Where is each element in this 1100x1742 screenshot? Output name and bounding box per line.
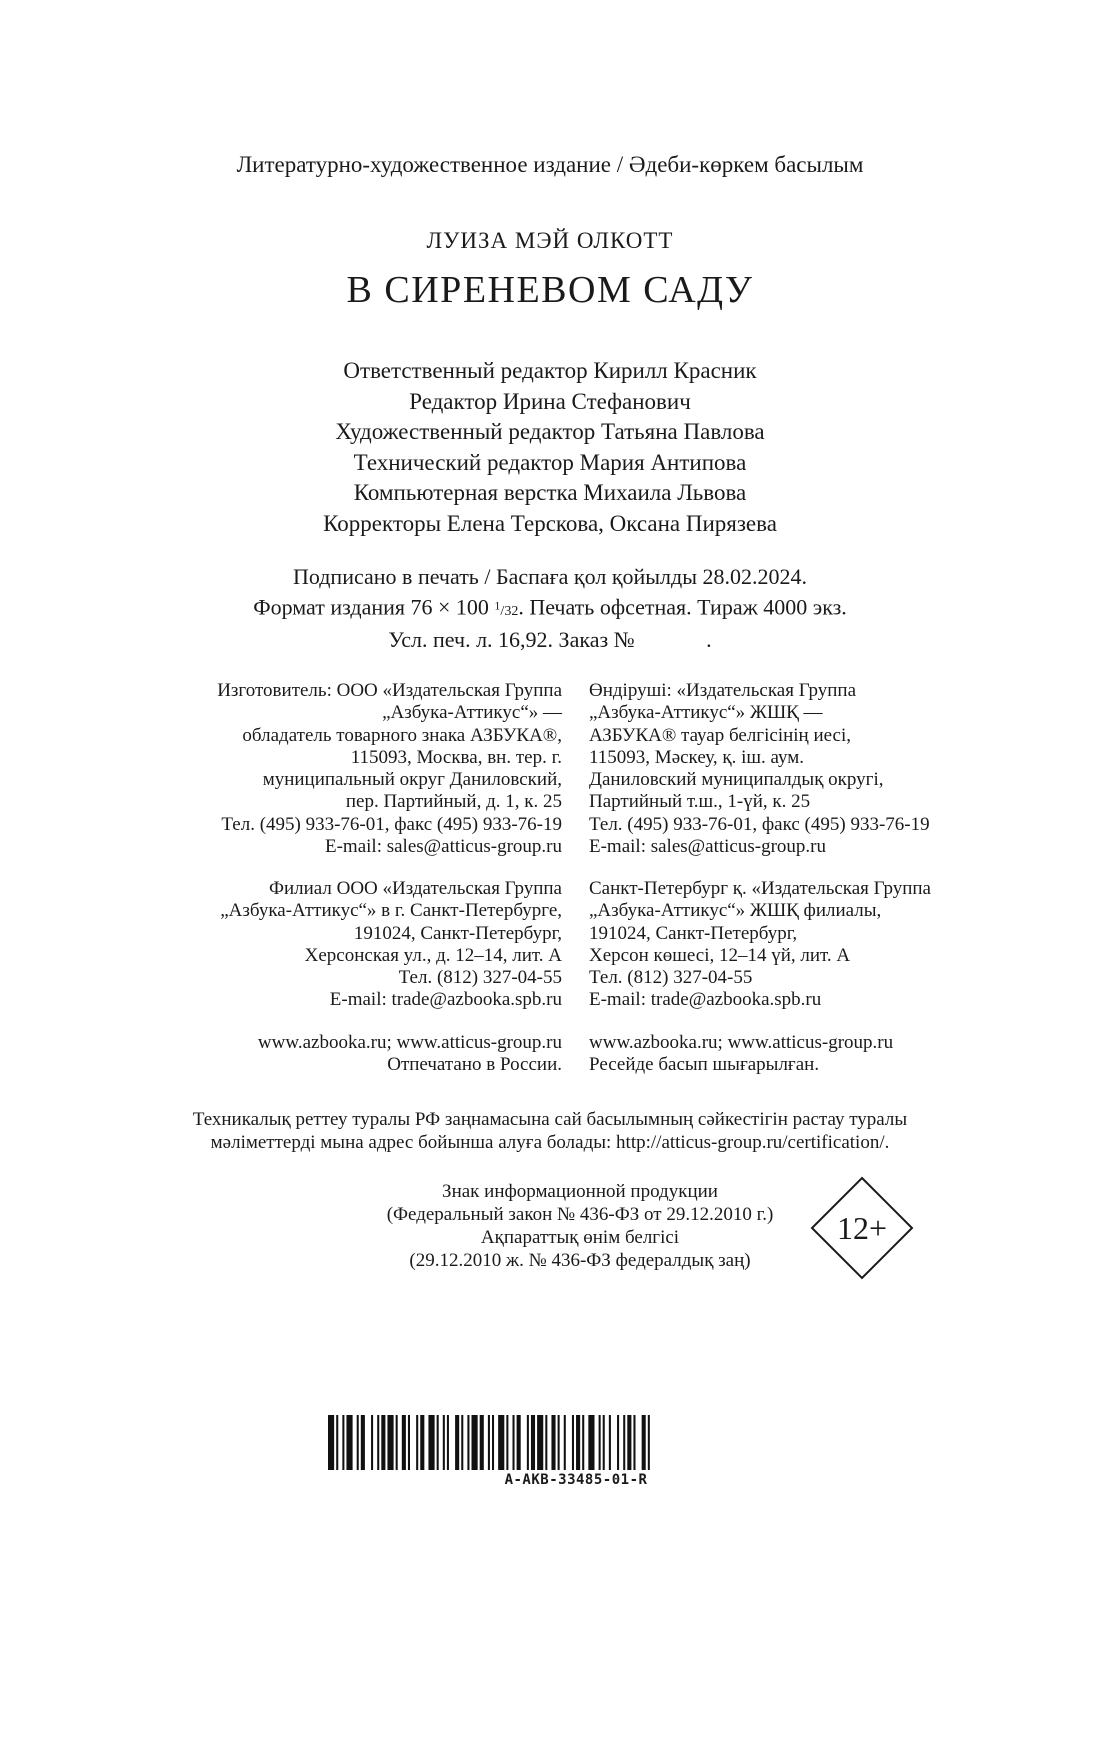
barcode-bar <box>513 1415 515 1470</box>
line: 191024, Санкт-Петербург, <box>589 922 798 944</box>
line: „Азбука-Аттикус“» — <box>382 702 562 724</box>
line: (Федеральный закон № 436-ФЗ от 29.12.2010 г.) <box>386 1204 774 1225</box>
barcode-bar <box>527 1415 529 1470</box>
barcode-bar <box>551 1415 555 1470</box>
credits-block <box>0 356 1100 539</box>
website-line: www.azbooka.ru; www.atticus-group.ru <box>589 1032 894 1053</box>
line: АЗБУКА® тауар белгісінің иесі, <box>589 724 851 746</box>
barcode-bar <box>609 1415 611 1470</box>
format-prefix: Формат издания 76 × 100 <box>253 594 489 620</box>
line: обладатель товарного знака АЗБУКА®, <box>242 724 562 746</box>
barcode-bar <box>564 1415 566 1470</box>
line: Даниловский муниципалдық округі, <box>589 769 884 791</box>
line: „Азбука-Аттикус“» ЖШҚ филиалы, <box>589 900 882 922</box>
publication-info <box>0 563 1100 654</box>
line: „Азбука-Аттикус“» ЖШҚ — <box>589 702 823 724</box>
info-sign-text <box>360 1180 800 1272</box>
signed-line: Подписано в печать / Баспаға қол қойылды 28.02.2024. <box>292 564 808 589</box>
line: 191024, Санкт-Петербург, <box>353 922 562 944</box>
barcode-text: A-AKB-33485-01-R <box>504 1472 648 1488</box>
credit-line: Технический редактор Мария Антипова <box>353 449 747 475</box>
web-kz <box>589 1032 1009 1077</box>
branch-ru <box>120 878 562 1012</box>
line: Херсон көшесі, 12–14 үй, лит. А <box>589 944 851 966</box>
line: Санкт-Петербург қ. «Издательская Группа <box>589 878 931 899</box>
barcode-bar <box>572 1415 574 1470</box>
certification-notice <box>0 1108 1100 1154</box>
barcode-bar <box>642 1415 646 1470</box>
line: Тел. (812) 327-04-55 <box>398 967 562 989</box>
barcode-bar <box>346 1415 352 1470</box>
author-name: ЛУИЗА МЭЙ ОЛКОТТ <box>426 228 674 253</box>
edition-type: Литературно-художественное издание / Әдеби-көркем басылым <box>236 152 864 177</box>
credit-line: Компьютерная верстка Михаила Львова <box>353 480 747 505</box>
format-line <box>0 591 1100 626</box>
barcode-bar <box>336 1415 338 1470</box>
barcode-bar <box>402 1415 406 1470</box>
barcode-bar <box>488 1415 490 1470</box>
barcode-bar <box>537 1415 543 1470</box>
barcode-bar <box>328 1415 334 1470</box>
line: 115093, Москва, вн. тер. г. <box>350 746 562 768</box>
barcode-bar <box>420 1415 424 1470</box>
barcode-bar <box>361 1415 365 1470</box>
email-line: E-mail: sales@atticus-group.ru <box>589 836 826 858</box>
barcode-bar <box>416 1415 418 1470</box>
manufacturer-kz <box>589 680 1009 858</box>
barcode-bar <box>576 1415 580 1470</box>
credit-line: Ответственный редактор Кирилл Красник <box>343 358 757 383</box>
barcode-bar <box>531 1415 535 1470</box>
line: Ақпараттық өнім белгісі <box>480 1227 680 1248</box>
website-line: www.azbooka.ru; www.atticus-group.ru <box>257 1032 562 1053</box>
format-num: 1 <box>494 598 501 612</box>
barcode-bar <box>357 1415 359 1470</box>
barcode-bar <box>447 1415 449 1470</box>
format-den: 32 <box>504 603 519 619</box>
line: Тел. (495) 933-76-01, факс (495) 933-76-19 <box>589 813 930 835</box>
barcode-bar <box>558 1415 560 1470</box>
barcode-bar <box>396 1415 398 1470</box>
line: „Азбука-Аттикус“» в г. Санкт-Петербурге, <box>220 900 562 922</box>
email-line: E-mail: trade@azbooka.spb.ru <box>329 989 562 1011</box>
line: Техникалық реттеу туралы РФ заңнамасына сай басылымның сәйкестігін растау туралы <box>192 1109 908 1130</box>
barcode-bar <box>599 1415 601 1470</box>
barcode-bar <box>443 1415 445 1470</box>
order-line: Усл. печ. л. 16,92. Заказ № . <box>388 626 712 652</box>
barcode-bar <box>633 1415 635 1470</box>
barcode-bar <box>377 1415 379 1470</box>
credit-line: Корректоры Елена Терскова, Оксана Пирязева <box>323 510 777 536</box>
line: Партийный т.ш., 1-үй, к. 25 <box>589 791 811 813</box>
barcode-bar <box>517 1415 521 1470</box>
format-suffix: . Печать офсетная. Тираж 4000 экз. <box>518 594 847 620</box>
barcode-bar <box>506 1415 508 1470</box>
printed-in-line: Ресейде басып шығарылған. <box>589 1054 820 1076</box>
barcode-bar <box>617 1415 619 1470</box>
barcode-bar <box>455 1415 459 1470</box>
manufacturer-ru <box>120 680 562 858</box>
barcode-bar <box>492 1415 494 1470</box>
line: 115093, Мәскеу, қ. іш. аум. <box>589 746 805 768</box>
barcode-bar <box>472 1415 478 1470</box>
barcode-bar <box>461 1415 463 1470</box>
barcode-bar <box>545 1415 547 1470</box>
credit-line: Редактор Ирина Стефанович <box>409 388 691 414</box>
web-ru <box>120 1032 562 1077</box>
barcode-bar <box>381 1415 385 1470</box>
printed-in-line: Отпечатано в России. <box>387 1054 562 1076</box>
barcode-icon <box>326 1415 826 1470</box>
line: Изготовитель: ООО «Издательская Группа <box>217 680 562 701</box>
age-rating-badge <box>810 1176 914 1280</box>
barcode-bar <box>648 1415 650 1470</box>
line: Филиал ООО «Издательская Группа <box>268 878 562 899</box>
barcode-bar <box>428 1415 434 1470</box>
barcode-bar <box>582 1415 584 1470</box>
credit-line: Художественный редактор Татьяна Павлова <box>335 419 765 444</box>
line: мәліметтерді мына адрес бойынша алуға болады: http://atticus-group.ru/certification/. <box>210 1132 890 1153</box>
branch-kz <box>589 878 1009 1012</box>
email-line: E-mail: trade@azbooka.spb.ru <box>589 989 822 1011</box>
book-title: В СИРЕНЕВОМ САДУ <box>346 269 754 311</box>
barcode-bar <box>387 1415 393 1470</box>
line: Тел. (495) 933-76-01, факс (495) 933-76-19 <box>221 813 562 835</box>
barcode-bar <box>371 1415 373 1470</box>
barcode-bar <box>467 1415 469 1470</box>
line: Херсонская ул., д. 12–14, лит. А <box>304 944 562 966</box>
barcode-bar <box>480 1415 484 1470</box>
barcode-bar <box>627 1415 631 1470</box>
line: Тел. (812) 327-04-55 <box>589 967 753 989</box>
barcode-bar <box>342 1415 344 1470</box>
line: (29.12.2010 ж. № 436-ФЗ федералдық заң) <box>409 1250 751 1271</box>
barcode-bar <box>603 1415 605 1470</box>
barcode-bar <box>408 1415 410 1470</box>
line: пер. Партийный, д. 1, к. 25 <box>345 791 562 813</box>
email-line: E-mail: sales@atticus-group.ru <box>325 836 562 858</box>
line: Өндіруші: «Издательская Группа <box>589 680 857 701</box>
line: Знак информационной продукции <box>442 1181 718 1202</box>
age-rating-label: 12+ <box>836 1210 888 1246</box>
barcode-bar <box>623 1415 625 1470</box>
format-fraction: $^1$/32 <box>494 598 519 619</box>
line: муниципальный округ Даниловский, <box>262 769 562 791</box>
barcode-bar <box>588 1415 594 1470</box>
barcode-bar <box>437 1415 439 1470</box>
barcode-bar <box>498 1415 504 1470</box>
